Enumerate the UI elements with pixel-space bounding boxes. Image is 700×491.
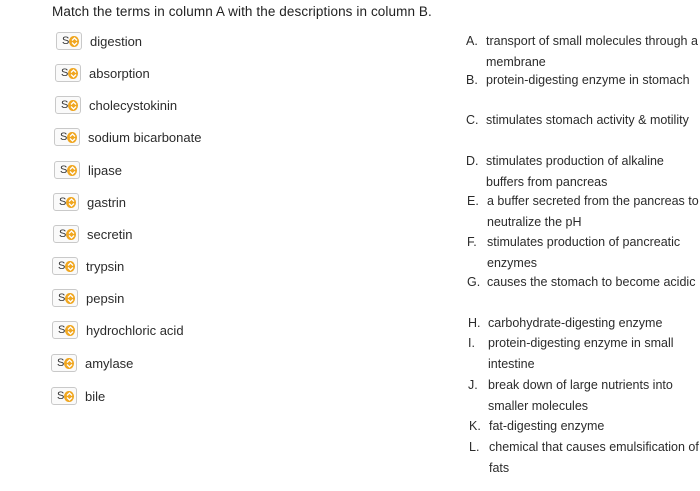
description-letter: K. [469, 419, 481, 433]
select-value: S [59, 195, 67, 208]
description-letter: C. [466, 113, 479, 127]
description-text: protein-digesting enzyme in small intestine [488, 336, 674, 371]
description-item [467, 272, 699, 293]
select-value: S [59, 227, 67, 240]
match-select[interactable] [54, 128, 80, 146]
term-row [53, 223, 133, 245]
description-text: a buffer secreted from the pancreas to neutralize the pH [487, 194, 699, 229]
description-text: break down of large nutrients into smaller molecules [488, 378, 673, 413]
up-down-stepper-icon [65, 293, 75, 304]
term-row [52, 255, 124, 277]
description-item [466, 70, 698, 91]
description-letter: B. [466, 73, 478, 87]
question-instruction: Match the terms in column A with the descriptions in column B. [52, 4, 432, 19]
up-down-stepper-icon [68, 68, 78, 79]
term-row [55, 94, 177, 116]
term-label: secretin [87, 226, 133, 242]
up-down-stepper-icon [66, 229, 76, 240]
term-label: sodium bicarbonate [88, 129, 202, 145]
description-text: transport of small molecules through a membrane [486, 34, 698, 69]
description-letter: F. [467, 235, 477, 249]
term-row [54, 126, 201, 148]
up-down-stepper-icon [68, 100, 78, 111]
term-row [52, 319, 184, 341]
description-item [468, 313, 700, 334]
term-row [53, 191, 126, 213]
select-value: S [60, 130, 68, 143]
match-select[interactable] [52, 321, 78, 339]
term-label: absorption [89, 65, 150, 81]
term-row [56, 30, 142, 52]
description-item [468, 375, 700, 416]
select-value: S [58, 291, 66, 304]
term-label: trypsin [86, 258, 125, 274]
description-text: fat-digesting enzyme [489, 419, 605, 433]
up-down-stepper-icon [64, 391, 74, 402]
description-text: carbohydrate-digesting enzyme [488, 316, 663, 330]
select-value: S [58, 259, 66, 272]
up-down-stepper-icon [65, 325, 75, 336]
description-item [469, 416, 700, 437]
description-letter: D. [466, 154, 479, 168]
match-select[interactable] [52, 257, 78, 275]
description-item [467, 232, 699, 273]
term-label: cholecystokinin [89, 97, 178, 113]
match-select[interactable] [51, 387, 77, 405]
up-down-stepper-icon [64, 358, 74, 369]
description-text: stimulates production of pancreatic enzymes [487, 235, 681, 270]
description-item [468, 333, 700, 374]
term-label: hydrochloric acid [86, 322, 184, 338]
description-item [469, 437, 700, 478]
match-select[interactable] [53, 193, 79, 211]
description-letter: G. [467, 275, 481, 289]
select-value: S [58, 323, 66, 336]
description-letter: E. [467, 194, 479, 208]
match-select[interactable] [55, 96, 81, 114]
description-text: stimulates production of alkaline buffers from pancreas [486, 154, 664, 189]
description-item [466, 151, 698, 192]
match-select[interactable] [56, 32, 82, 50]
description-text: chemical that causes emulsification of fats [489, 440, 699, 475]
description-item [466, 31, 698, 72]
term-row [55, 62, 150, 84]
term-row [54, 159, 122, 181]
match-select[interactable] [53, 225, 79, 243]
select-value: S [60, 163, 68, 176]
select-value: S [61, 98, 69, 111]
description-item [467, 191, 699, 232]
description-text: stimulates stomach activity & motility [486, 113, 689, 127]
select-value: S [57, 356, 65, 369]
description-letter: H. [468, 316, 481, 330]
description-letter: A. [466, 34, 478, 48]
description-item [466, 110, 698, 131]
term-label: lipase [88, 162, 122, 178]
term-label: bile [85, 388, 106, 404]
term-row [51, 385, 105, 407]
select-value: S [57, 389, 65, 402]
match-select[interactable] [55, 64, 81, 82]
term-row [52, 287, 124, 309]
description-letter: I. [468, 336, 475, 350]
up-down-stepper-icon [67, 132, 77, 143]
up-down-stepper-icon [67, 165, 77, 176]
description-letter: L. [469, 440, 480, 454]
match-select[interactable] [51, 354, 77, 372]
term-label: pepsin [86, 290, 125, 306]
up-down-stepper-icon [69, 36, 79, 47]
term-label: gastrin [87, 194, 127, 210]
match-select[interactable] [54, 161, 80, 179]
up-down-stepper-icon [65, 261, 75, 272]
term-label: amylase [85, 355, 134, 371]
up-down-stepper-icon [66, 197, 76, 208]
description-text: protein-digesting enzyme in stomach [486, 73, 690, 87]
match-select[interactable] [52, 289, 78, 307]
term-row [51, 352, 133, 374]
term-label: digestion [90, 33, 143, 49]
select-value: S [61, 66, 69, 79]
description-letter: J. [468, 378, 478, 392]
select-value: S [62, 34, 70, 47]
description-text: causes the stomach to become acidic [487, 275, 696, 289]
